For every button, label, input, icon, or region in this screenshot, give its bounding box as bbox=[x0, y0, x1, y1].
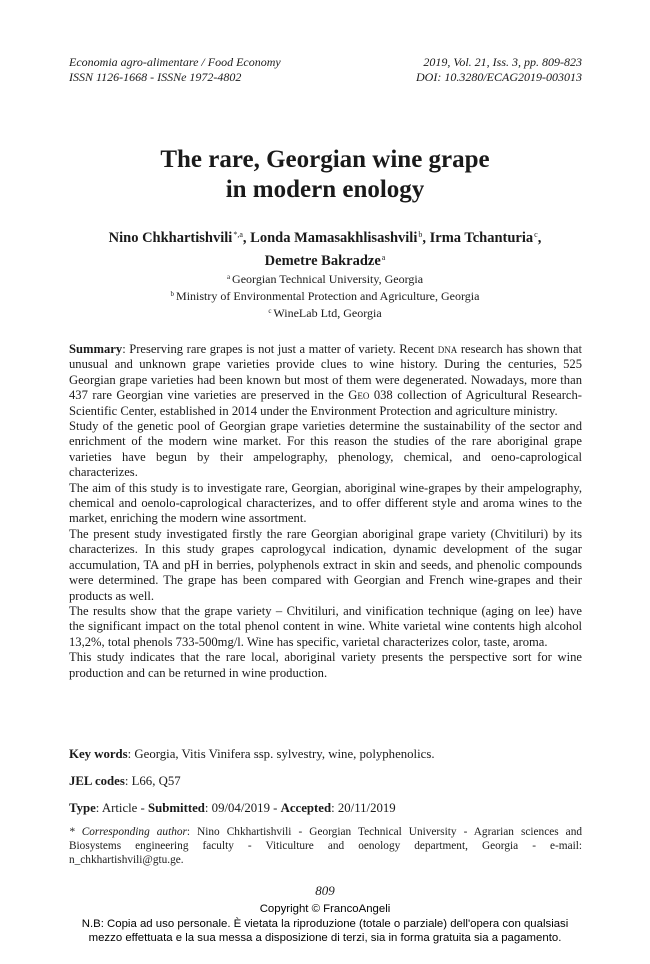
page-number: 809 bbox=[315, 883, 335, 898]
summary-paragraph: This study indicates that the rare local, aboriginal variety presents the perspective sort for wine production and can be returned in wine production. bbox=[69, 650, 582, 680]
author-affil-mark: c bbox=[534, 230, 538, 239]
paper-title: The rare, Georgian wine grape in modern enology bbox=[160, 146, 490, 203]
doi: DOI: 10.3280/ECAG2019-003013 bbox=[416, 70, 582, 84]
issue-info: 2019, Vol. 21, Iss. 3, pp. 809-823 bbox=[423, 55, 582, 69]
summary-paragraph: The present study investigated firstly the rare Georgian aboriginal grape variety (Chvitiluri) by its characterizes. In this study grapes caprologycal indication, dynamic development of the sugar accumulation, TA and pH in berries, polyphenols extract in skin and seeds, and phenolic compounds were determined. The grape has been compared with Georgian and French wine-grapes and their products as well. bbox=[69, 526, 582, 603]
affiliation: $^a$ Georgian Technical University, Georgia bbox=[226, 272, 424, 286]
journal-name: Economia agro-alimentare / Food Economy bbox=[69, 55, 281, 69]
affiliation: $^c$ WineLab Ltd, Georgia bbox=[268, 306, 382, 320]
journal-header bbox=[69, 55, 281, 85]
author-affil-mark: a bbox=[381, 253, 386, 262]
summary-paragraph: The results show that the grape variety – Chvitiluri, and vinification technique (aging on lee) have the significant impact on the total phenol content in wine. White varietal wine contents high alcohol 13,2%, total phenols 733-500mg/l. Wine has specific, varietal characterizes color, taste, aroma. bbox=[69, 603, 582, 649]
copyright-notice: Copyright © FrancoAngeli N.B: Copia ad uso personale. È vietata la riproduzione (totale o parziale) dell'opera con qualsiasi mezzo effettuata e la sua messa a disposizione di terzi, sia in forma gratuita sia a pagamento. bbox=[81, 903, 569, 944]
affiliation: $^b$ Ministry of Environmental Protection and Agriculture, Georgia bbox=[170, 289, 480, 303]
corresponding-author-note: * Corresponding author: Nino Chkhartishvili - Georgian Technical University - Agrarian sciences and Biosystems engineering faculty - Viticulture and oenology department, Georgia - e-mail: n_chkhartishvili@gtu.ge. bbox=[69, 826, 582, 866]
keywords: Key words: Georgia, Vitis Vinifera ssp. sylvestry, wine, polyphenolics. bbox=[69, 747, 435, 761]
author-name: Londa Mamasakhlisashvili bbox=[250, 230, 418, 246]
author-affil-mark: b bbox=[418, 230, 423, 239]
summary-paragraph: The aim of this study is to investigate rare, Georgian, aboriginal wine-grapes by their ampelography, chemical and oenolo-caprological characterizes, and to offer different style and aroma wines to the market, enriching the modern wine assortment. bbox=[69, 480, 582, 526]
summary-paragraph: Study of the genetic pool of Georgian grape varieties determine the sustainability of the sector and enrichment of the modern wine market. For this reason the studies of the rare aboriginal grape varieties have begun by their ampelography, phenology, chemical, and oeno-caprological characterizes. bbox=[69, 419, 582, 480]
author-name: Demetre Bakradze bbox=[264, 253, 381, 269]
author-name: Nino Chkhartishvili bbox=[108, 230, 233, 246]
summary bbox=[69, 342, 582, 681]
author-affil-mark: *,a bbox=[233, 230, 243, 239]
jel-codes: JEL codes: L66, Q57 bbox=[69, 774, 181, 788]
article-type-line: Type: Article - Submitted: 09/04/2019 - Accepted: 20/11/2019 bbox=[69, 801, 396, 815]
author-list: Nino Chkhartishvili$^{*,a}$, Londa Mamasakhlisashvili$^b$, Irma Tchanturia$^c$, Demetre Bakradze$^a$ bbox=[108, 230, 542, 269]
journal-issn: ISSN 1126-1668 - ISSNe 1972-4802 bbox=[69, 70, 242, 84]
summary-label: Summary bbox=[69, 342, 123, 356]
summary-paragraph: Summary: Preserving rare grapes is not just a matter of variety. Recent dna research has shown that unusual and unknown grape varieties provide clues to wine history. During the centuries, 525 Georgian grape varieties had been known but most of them were degenerated. Nowadays, more than 437 rare Georgian vine varieties are preserved in the Geo 038 collection of Agricultural Research-Scientific Center, established in 2014 under the Environment Protection and agriculture ministry. bbox=[69, 342, 582, 418]
author-name: Irma Tchanturia bbox=[429, 230, 534, 246]
affiliations bbox=[0, 270, 650, 321]
issue-header bbox=[416, 55, 582, 85]
